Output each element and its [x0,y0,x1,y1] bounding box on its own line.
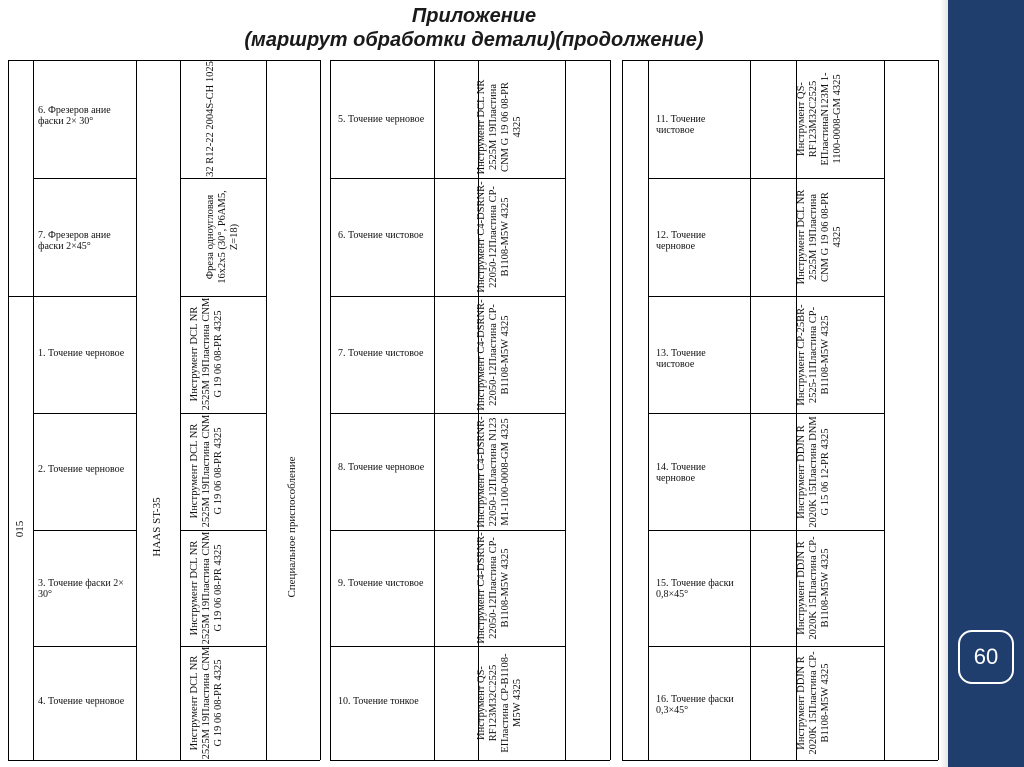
table1-tool-1: Фреза одноугловая 16x2x5 (30°, Р6АМ5, Z=18) [205,190,240,284]
table2-tool-0: Инструмент DCL NR 2525M 19Пластина CNM G 19 06 08-PR 4325 [476,79,523,175]
title-line-1: Приложение [411,5,537,27]
table1-step-5: 4. Точение черновое [38,696,125,707]
machine-name: HAAS ST-35 [151,497,163,557]
slide-title [0,0,948,60]
table2-step-1: 6. Точение чистовое [338,230,424,241]
table2-step-2: 7. Точение чистовое [338,348,424,359]
table1-tool-4: Инструмент DCL NR 2525M 19Пластина CNM G 19 06 08-PR 4325 [189,531,224,645]
page-number-badge [958,630,1014,684]
table2-step-4: 9. Точение чистовое [338,578,424,589]
table1-tool-5: Инструмент DCL NR 2525M 19Пластина CNM G 19 06 08-PR 4325 [189,646,224,760]
table3-step-2: 13. Точение чистовое [656,348,706,370]
table3-tool-1: Инструмент DCL NR 2525M 19Пластина CNM G 19 06 08-PR 4325 [796,189,843,285]
table1-tool-3: Инструмент DCL NR 2525M 19Пластина CNM G 19 06 08-PR 4325 [189,414,224,528]
table3-step-3: 14. Точение черновое [656,462,706,484]
table2-tool-4: Инструмент C4-DSRNR-22050-12Пластина CP-B1108-M5W 4325 [476,532,511,644]
table1-tool-0: 32 R12-22 2004S-CH 1025 [205,61,216,177]
table3-tool-2: Инструмент CP-25BR-2525-11Пластина CP-B1108-M5W 4325 [796,304,831,406]
table3-tool-5: Инструмент DDJN R 2020K 15Пластина CP-B1108-M5W 4325 [796,651,831,755]
table1-step-4: 3. Точение фаски 2× 30° [38,578,124,600]
table2-tool-2: Инструмент C4-DSRNR-22050-12Пластина CP-B1108-M5W 4325 [476,299,511,411]
table3-step-1: 12. Точение черновое [656,230,706,252]
table3-tool-4: Инструмент DDJN R 2020K 15Пластина CP-B1108-M5W 4325 [796,536,831,640]
fixture-name: Специальное приспособление [286,456,298,598]
table2-tool-3: Инструмент C4-DSRNR-22050-12Пластина N123 M1-1100-0008-GM 4325 [476,416,511,528]
table3-step-0: 11. Точение чистовое [656,114,706,136]
table1-tool-2: Инструмент DCL NR 2525M 19Пластина CNM G 19 06 08-PR 4325 [189,297,224,411]
table1-step-2: 1. Точение черновое [38,348,125,359]
table2-step-0: 5. Точение черновое [338,114,425,125]
table2-step-3: 8. Точение черновое [338,462,425,473]
operation-code: 015 [14,520,26,538]
table2-tool-5: Инструмент QS-RF123M32C2525 EПластина CP-B1108-M5W 4325 [476,653,523,753]
table2-step-5: 10. Точение тонкое [338,696,419,707]
table2-tool-1: Инструмент C4-DSRNR-22050-12Пластина CP-B1108-M5W 4325 [476,181,511,293]
table3-step-5: 16. Точение фаски 0,3×45° [656,694,734,716]
table3-tool-3: Инструмент DDJN R 2020K 15Пластина DNM G 15 06 12-PR 4325 [796,416,831,528]
page-number: 60 [973,644,999,669]
table1-step-3: 2. Точение черновое [38,464,125,475]
title-line-2: (маршрут обработки детали)(продолжение) [244,29,704,51]
table1-step-1: 7. Фрезеров ание фаски 2×45° [38,230,111,252]
table3-tool-0: Инструмент QS-RF123M32C2525 EПластинаN123M 1-1100-0008-GM 4325 [796,72,843,166]
table1-step-0: 6. Фрезеров ание фаски 2× 30° [38,105,111,127]
table3-step-4: 15. Точение фаски 0,8×45° [656,578,734,600]
